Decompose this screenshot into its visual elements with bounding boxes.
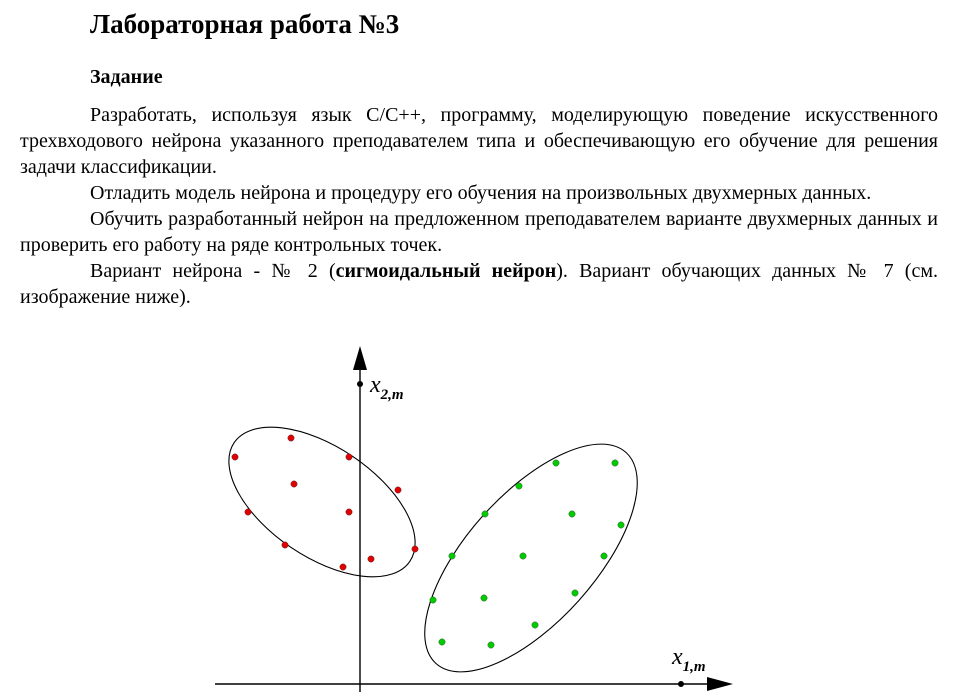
class-2-point-14: [439, 639, 445, 645]
class-2-point-10: [430, 597, 436, 603]
class-1-point-5: [395, 487, 401, 493]
task-text: [20, 102, 938, 310]
variant-neuron-type: сигмоидальный нейрон: [335, 260, 557, 282]
paragraph-1: Разработать, используя язык C/C++, программу, моделирующую поведение искусственного трехвходового нейрона указанного преподавателем типа и обеспечивающую его обучение для решения задачи классификации.: [20, 104, 938, 178]
class-1-point-9: [368, 556, 374, 562]
paragraph-variant: [20, 258, 938, 310]
class-2-point-15: [488, 642, 494, 648]
class-2-boundary: [388, 410, 673, 700]
paragraph-3: Обучить разработанный нейрон на предложенном преподавателем варианте двухмерных данных и проверить его работу на ряде контрольных точек.: [20, 208, 938, 256]
class-2-point-7: [449, 553, 455, 559]
class-1-point-10: [412, 546, 418, 552]
class-2-point-13: [532, 622, 538, 628]
class-1-points: [232, 435, 418, 570]
class-1-boundary: [203, 397, 440, 607]
x-axis-arrow: [707, 677, 733, 691]
class-2-point-5: [569, 511, 575, 517]
paragraph-2: Отладить модель нейрона и процедуру его обучения на произвольных двухмерных данных.: [90, 182, 872, 204]
class-1-point-3: [346, 454, 352, 460]
training-data-figure: [0, 340, 956, 700]
class-1-point-6: [245, 509, 251, 515]
variant-suffix: ). Вариант обучающих данных № 7 (см. изображение ниже).: [20, 260, 938, 308]
class-2-point-8: [520, 553, 526, 559]
y-axis-arrow: [353, 346, 367, 370]
class-2-point-9: [601, 553, 607, 559]
class-2-point-2: [612, 460, 618, 466]
class-2-point-1: [553, 460, 559, 466]
section-heading: Задание: [90, 66, 163, 88]
y-axis-mark: [357, 381, 363, 387]
class-2-point-6: [618, 522, 624, 528]
class-2-point-11: [481, 595, 487, 601]
class-1-point-7: [346, 509, 352, 515]
page-title: Лабораторная работа №3: [90, 9, 400, 39]
variant-prefix: Вариант нейрона - № 2 (: [90, 260, 336, 282]
class-1-point-4: [291, 481, 297, 487]
class-1-point-2: [288, 435, 294, 441]
class-2-point-3: [516, 483, 522, 489]
class-1-point-11: [340, 564, 346, 570]
x-axis-label: $x_{1,m}$: [672, 644, 706, 675]
y-axis-label: $x_{2,m}$: [370, 372, 404, 403]
x-axis-mark: [678, 681, 684, 687]
class-1-point-8: [282, 542, 288, 548]
class-2-point-12: [572, 590, 578, 596]
class-2-point-4: [482, 511, 488, 517]
class-2-points: [430, 460, 624, 648]
class-1-point-1: [232, 454, 238, 460]
